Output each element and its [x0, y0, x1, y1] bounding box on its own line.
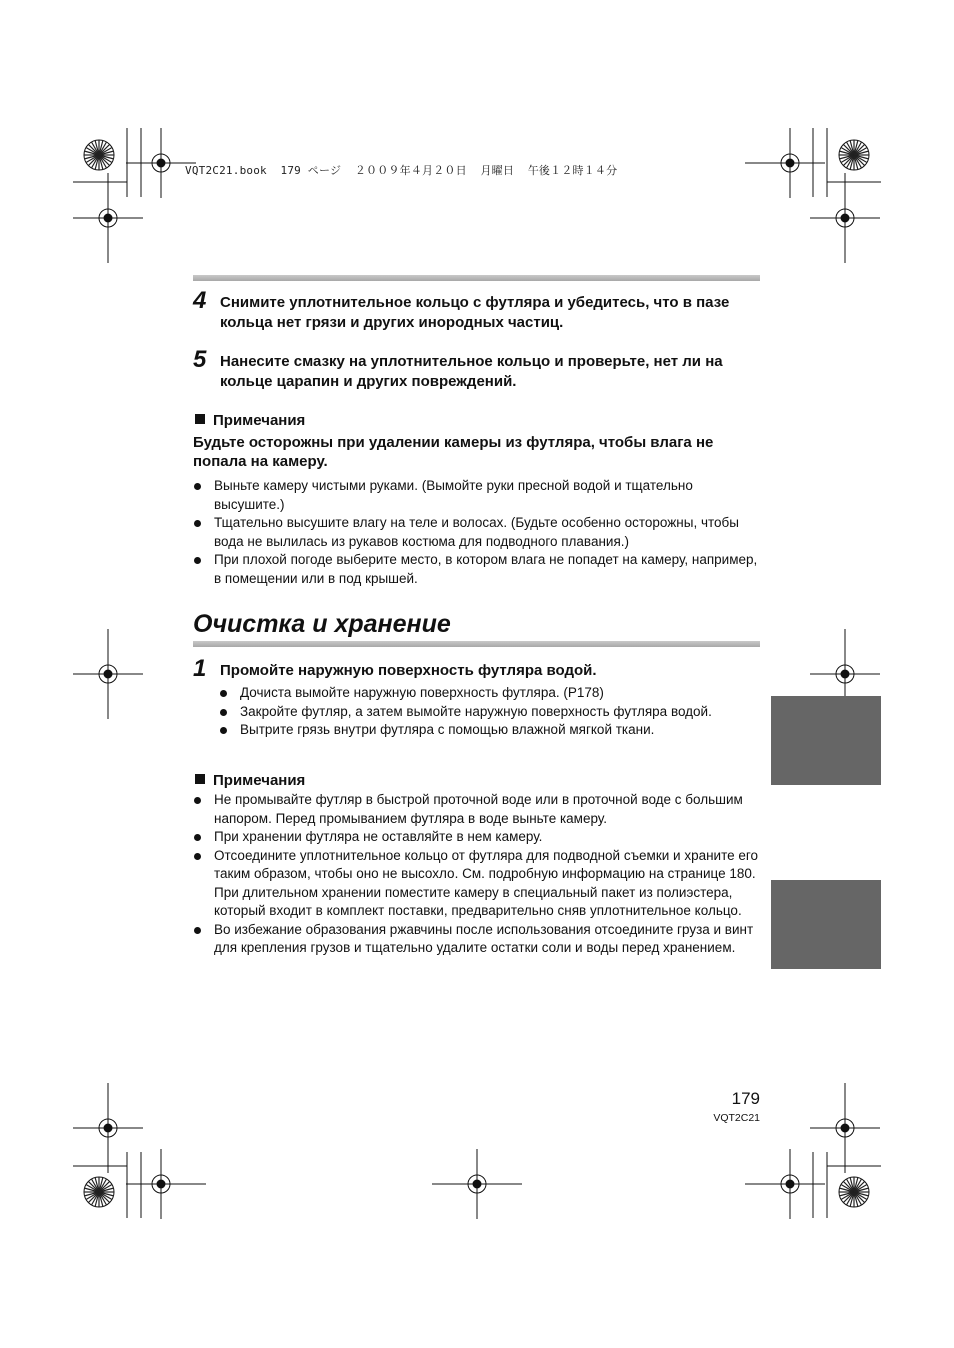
- list-item: При плохой погоде выберите место, в котором влага не попадет на камеру, например, в помещении или в под крышей.: [193, 551, 763, 588]
- section-title: Очистка и хранение: [193, 610, 451, 638]
- rosette-bottom-left: [84, 1177, 114, 1207]
- square-bullet-icon: [195, 414, 205, 424]
- step-4-text: Снимите уплотнительное кольцо с футляра и убедитесь, что в пазе кольца нет грязи и других инородных частиц.: [220, 294, 730, 331]
- list-item: Во избежание образования ржавчины после использования отсоедините груза и винт для крепления грузов и тщательно удалите остатки соли и воды перед хранением.: [193, 921, 763, 958]
- step-5-number: 5: [193, 346, 207, 373]
- step-5-text: Нанесите смазку на уплотнительное кольцо и проверьте, нет ли на кольце царапин и других повреждений.: [220, 353, 723, 390]
- book-stamp: VQT2C21.book 179 ページ ２００９年４月２０日 月曜日 午後１２時１４分: [185, 164, 618, 177]
- step-1-list: [219, 684, 739, 740]
- list-item: Вытрите грязь внутри футляра с помощью влажной мягкой ткани.: [219, 721, 739, 740]
- step-1-text: Промойте наружную поверхность футляра водой.: [220, 662, 597, 679]
- notes-heading-2: [195, 771, 305, 791]
- list-item: Отсоедините уплотнительное кольцо от футляра для подводной съемки и храните его таким образом, чтобы оно не высохло. См. подробную информацию на странице 180.: [193, 847, 763, 884]
- top-rule: [193, 275, 760, 281]
- notes-heading-1: [195, 411, 305, 431]
- notes-heading-label: Примечания: [213, 412, 306, 429]
- notes-heading-label: Примечания: [213, 772, 306, 789]
- list-item: Выньте камеру чистыми руками. (Вымойте руки пресной водой и тщательно высушите.): [193, 477, 763, 514]
- step-1-number: 1: [193, 655, 207, 682]
- notes-warning: Будьте осторожны при удалении камеры из футляра, чтобы влага не попала на камеру.: [193, 434, 714, 470]
- list-item: Не промывайте футляр в быстрой проточной воде или в проточной воде с большим напором. Перед промыванием футляра в воде выньте камеру.: [193, 791, 763, 828]
- section-rule: [193, 641, 760, 647]
- notes-2-list: [193, 791, 763, 958]
- list-item: Закройте футляр, а затем вымойте наружную поверхность футляра водой.: [219, 703, 739, 722]
- page-number: 179: [731, 1089, 760, 1108]
- model-code: VQT2C21: [713, 1112, 760, 1124]
- rosette-bottom-right: [839, 1177, 869, 1207]
- side-tab-lower: [771, 880, 881, 969]
- list-item-continuation: При длительном хранении поместите камеру в специальный пакет из полиэстера, который входит в комплект поставки, предварительно сняв уплотнительное кольцо.: [214, 884, 742, 918]
- list-item: Тщательно высушите влагу на теле и волосах. (Будьте особенно осторожны, чтобы вода не вылилась из рукавов костюма для подводного плавания.): [193, 514, 763, 551]
- notes-1-list: [193, 477, 763, 588]
- step-4-number: 4: [193, 287, 207, 314]
- rosette-top-left: [84, 140, 114, 170]
- square-bullet-icon: [195, 774, 205, 784]
- rosette-top-right: [839, 140, 869, 170]
- list-item: При хранении футляра не оставляйте в нем камеру.: [193, 828, 763, 847]
- side-tab-upper: [771, 696, 881, 785]
- list-item: Дочиста вымойте наружную поверхность футляра. (P178): [219, 684, 739, 703]
